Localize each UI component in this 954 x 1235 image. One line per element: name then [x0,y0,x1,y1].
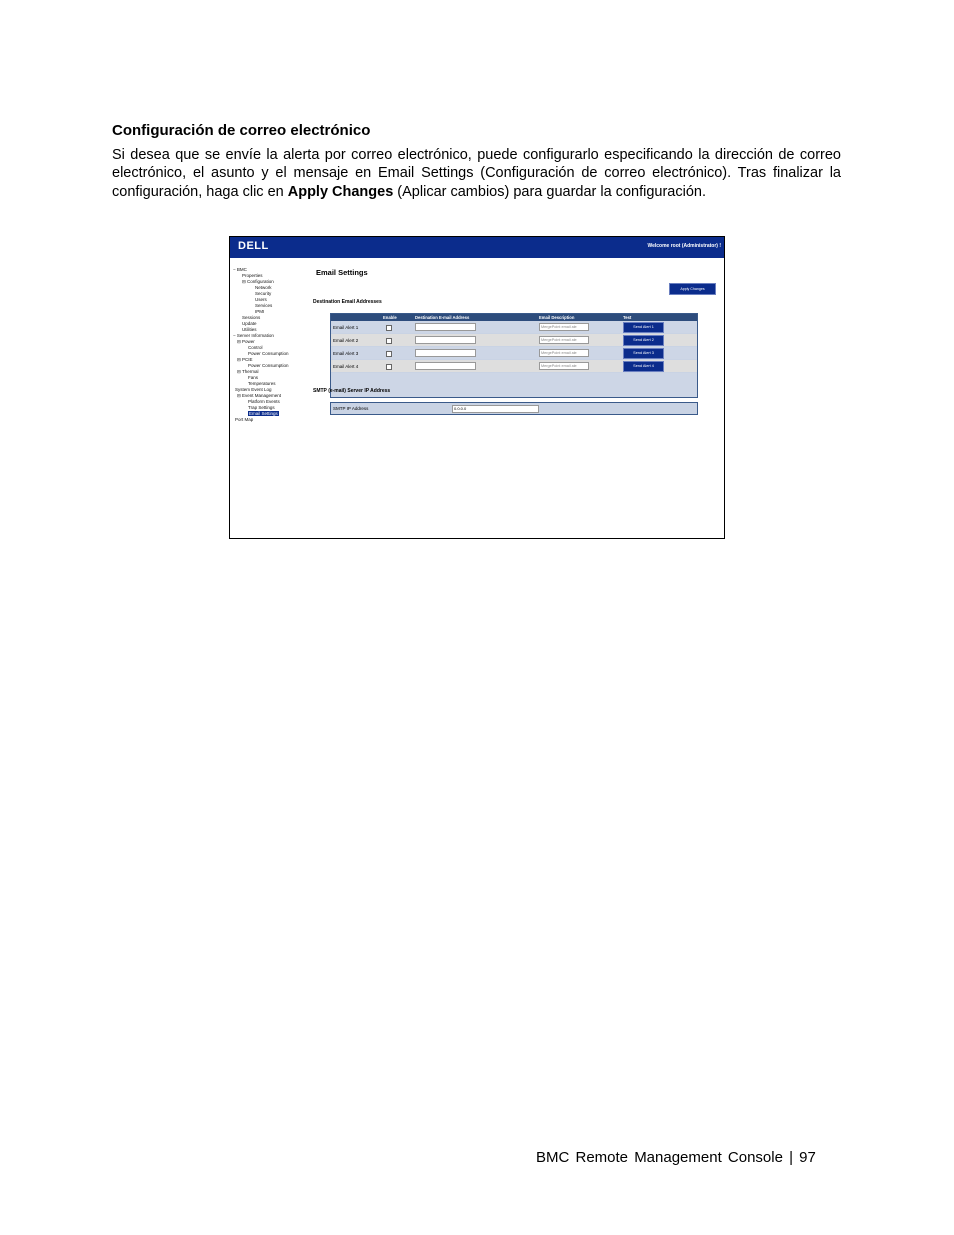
send-alert-button[interactable]: Send Alert 3 [623,348,664,359]
page-footer: BMC Remote Management Console | 97 [536,1149,816,1166]
nav-item[interactable]: Control [248,345,263,350]
nav-item[interactable]: Trap Settings [248,405,275,410]
nav-item[interactable]: ⊟ Power [237,339,255,344]
nav-item[interactable]: ⊟ Event Management [237,393,282,398]
nav-item-selected[interactable]: Email Settings [249,411,278,416]
nav-item[interactable]: ⊟ Thermal [237,369,259,374]
nav-item[interactable]: Sessions [242,315,261,320]
alert-label: Email Alert 1 [333,325,359,330]
nav-item[interactable]: Power Consumption [248,351,289,356]
alert-label: Email Alert 4 [333,364,359,369]
nav-item[interactable]: System Event Log [235,387,272,392]
table-row [331,334,697,346]
nav-item[interactable]: ⊟ PCIE [237,357,253,362]
apply-changes-button[interactable]: Apply Changes [669,283,716,295]
nav-item[interactable]: IPMI [255,309,265,314]
para-text-2: (Aplicar cambios) para guardar la configuración. [393,183,706,200]
nav-item[interactable]: Utilities [242,327,257,332]
dest-email-input[interactable] [415,323,476,331]
smtp-table [330,402,698,415]
desc-input[interactable]: MergePoint email ale [539,323,589,331]
desc-input[interactable]: MergePoint email ale [539,336,589,344]
col-test: Test [623,315,632,320]
dest-email-input[interactable] [415,349,476,357]
send-alert-button[interactable]: Send Alert 1 [623,322,664,333]
table-header [331,314,697,321]
nav-item[interactable]: Update [242,321,257,326]
nav-item[interactable]: Security [255,291,272,296]
dest-email-input[interactable] [415,362,476,370]
nav-item[interactable]: Fans [248,375,259,380]
table-row [331,360,697,372]
enable-checkbox[interactable] [386,364,392,370]
desc-input[interactable]: MergePoint email ale [539,362,589,370]
send-alert-button[interactable]: Send Alert 2 [623,335,664,346]
smtp-row [331,403,697,414]
para-text-1: Si desea que se envíe la alerta por correo electrónico, puede configurarlo especificando la dirección de correo electrónico, el asunto y el mensaje en Email Settings (Configuración de correo electrónico). Tras finalizar la configuración, haga clic en [112,147,841,200]
enable-checkbox[interactable] [386,351,392,357]
enable-checkbox[interactable] [386,338,392,344]
nav-item[interactable]: Users [255,297,267,302]
nav-item[interactable]: Services [255,303,273,308]
smtp-ip-input[interactable]: 0.0.0.0 [452,405,539,413]
send-alert-button[interactable]: Send Alert 4 [623,361,664,372]
smtp-label: SMTP IP Address [333,406,369,411]
section-heading: Configuración de correo electrónico [112,122,371,139]
nav-item[interactable]: Power Consumption [248,363,289,368]
nav-item[interactable]: Properties [242,273,263,278]
col-dest: Destination E-mail Address [415,315,470,320]
table-row [331,321,697,333]
nav-item[interactable]: ⊟ Configuration [242,279,274,284]
col-desc: Email Description [539,315,575,320]
email-alert-table [330,313,698,398]
top-bar [230,237,724,258]
nav-item[interactable]: Temperatures [248,381,276,386]
page-title: Email Settings [316,268,368,277]
col-enable: Enable [383,315,397,320]
section-paragraph [112,146,841,201]
nav-item[interactable]: Network [255,285,272,290]
alert-label: Email Alert 3 [333,351,359,356]
dest-email-input[interactable] [415,336,476,344]
nav-item[interactable]: − Server Information [233,333,274,338]
welcome-text: Welcome root (Administrator) ! [647,243,721,249]
nav-item[interactable]: Port Map [235,417,254,422]
alert-label: Email Alert 2 [333,338,359,343]
nav-item[interactable]: Platform Events [248,399,280,404]
dell-logo: DELL [238,240,269,252]
desc-input[interactable]: MergePoint email ale [539,349,589,357]
nav-item[interactable]: − BMC [233,267,247,272]
table-row [331,347,697,359]
email-settings-screenshot [229,236,725,539]
enable-checkbox[interactable] [386,325,392,331]
dest-heading: Destination Email Addresses [313,299,382,305]
main-content [310,259,724,538]
nav-sidebar [230,259,310,538]
smtp-heading: SMTP (e-mail) Server IP Address [313,388,391,394]
para-bold: Apply Changes [287,183,394,200]
